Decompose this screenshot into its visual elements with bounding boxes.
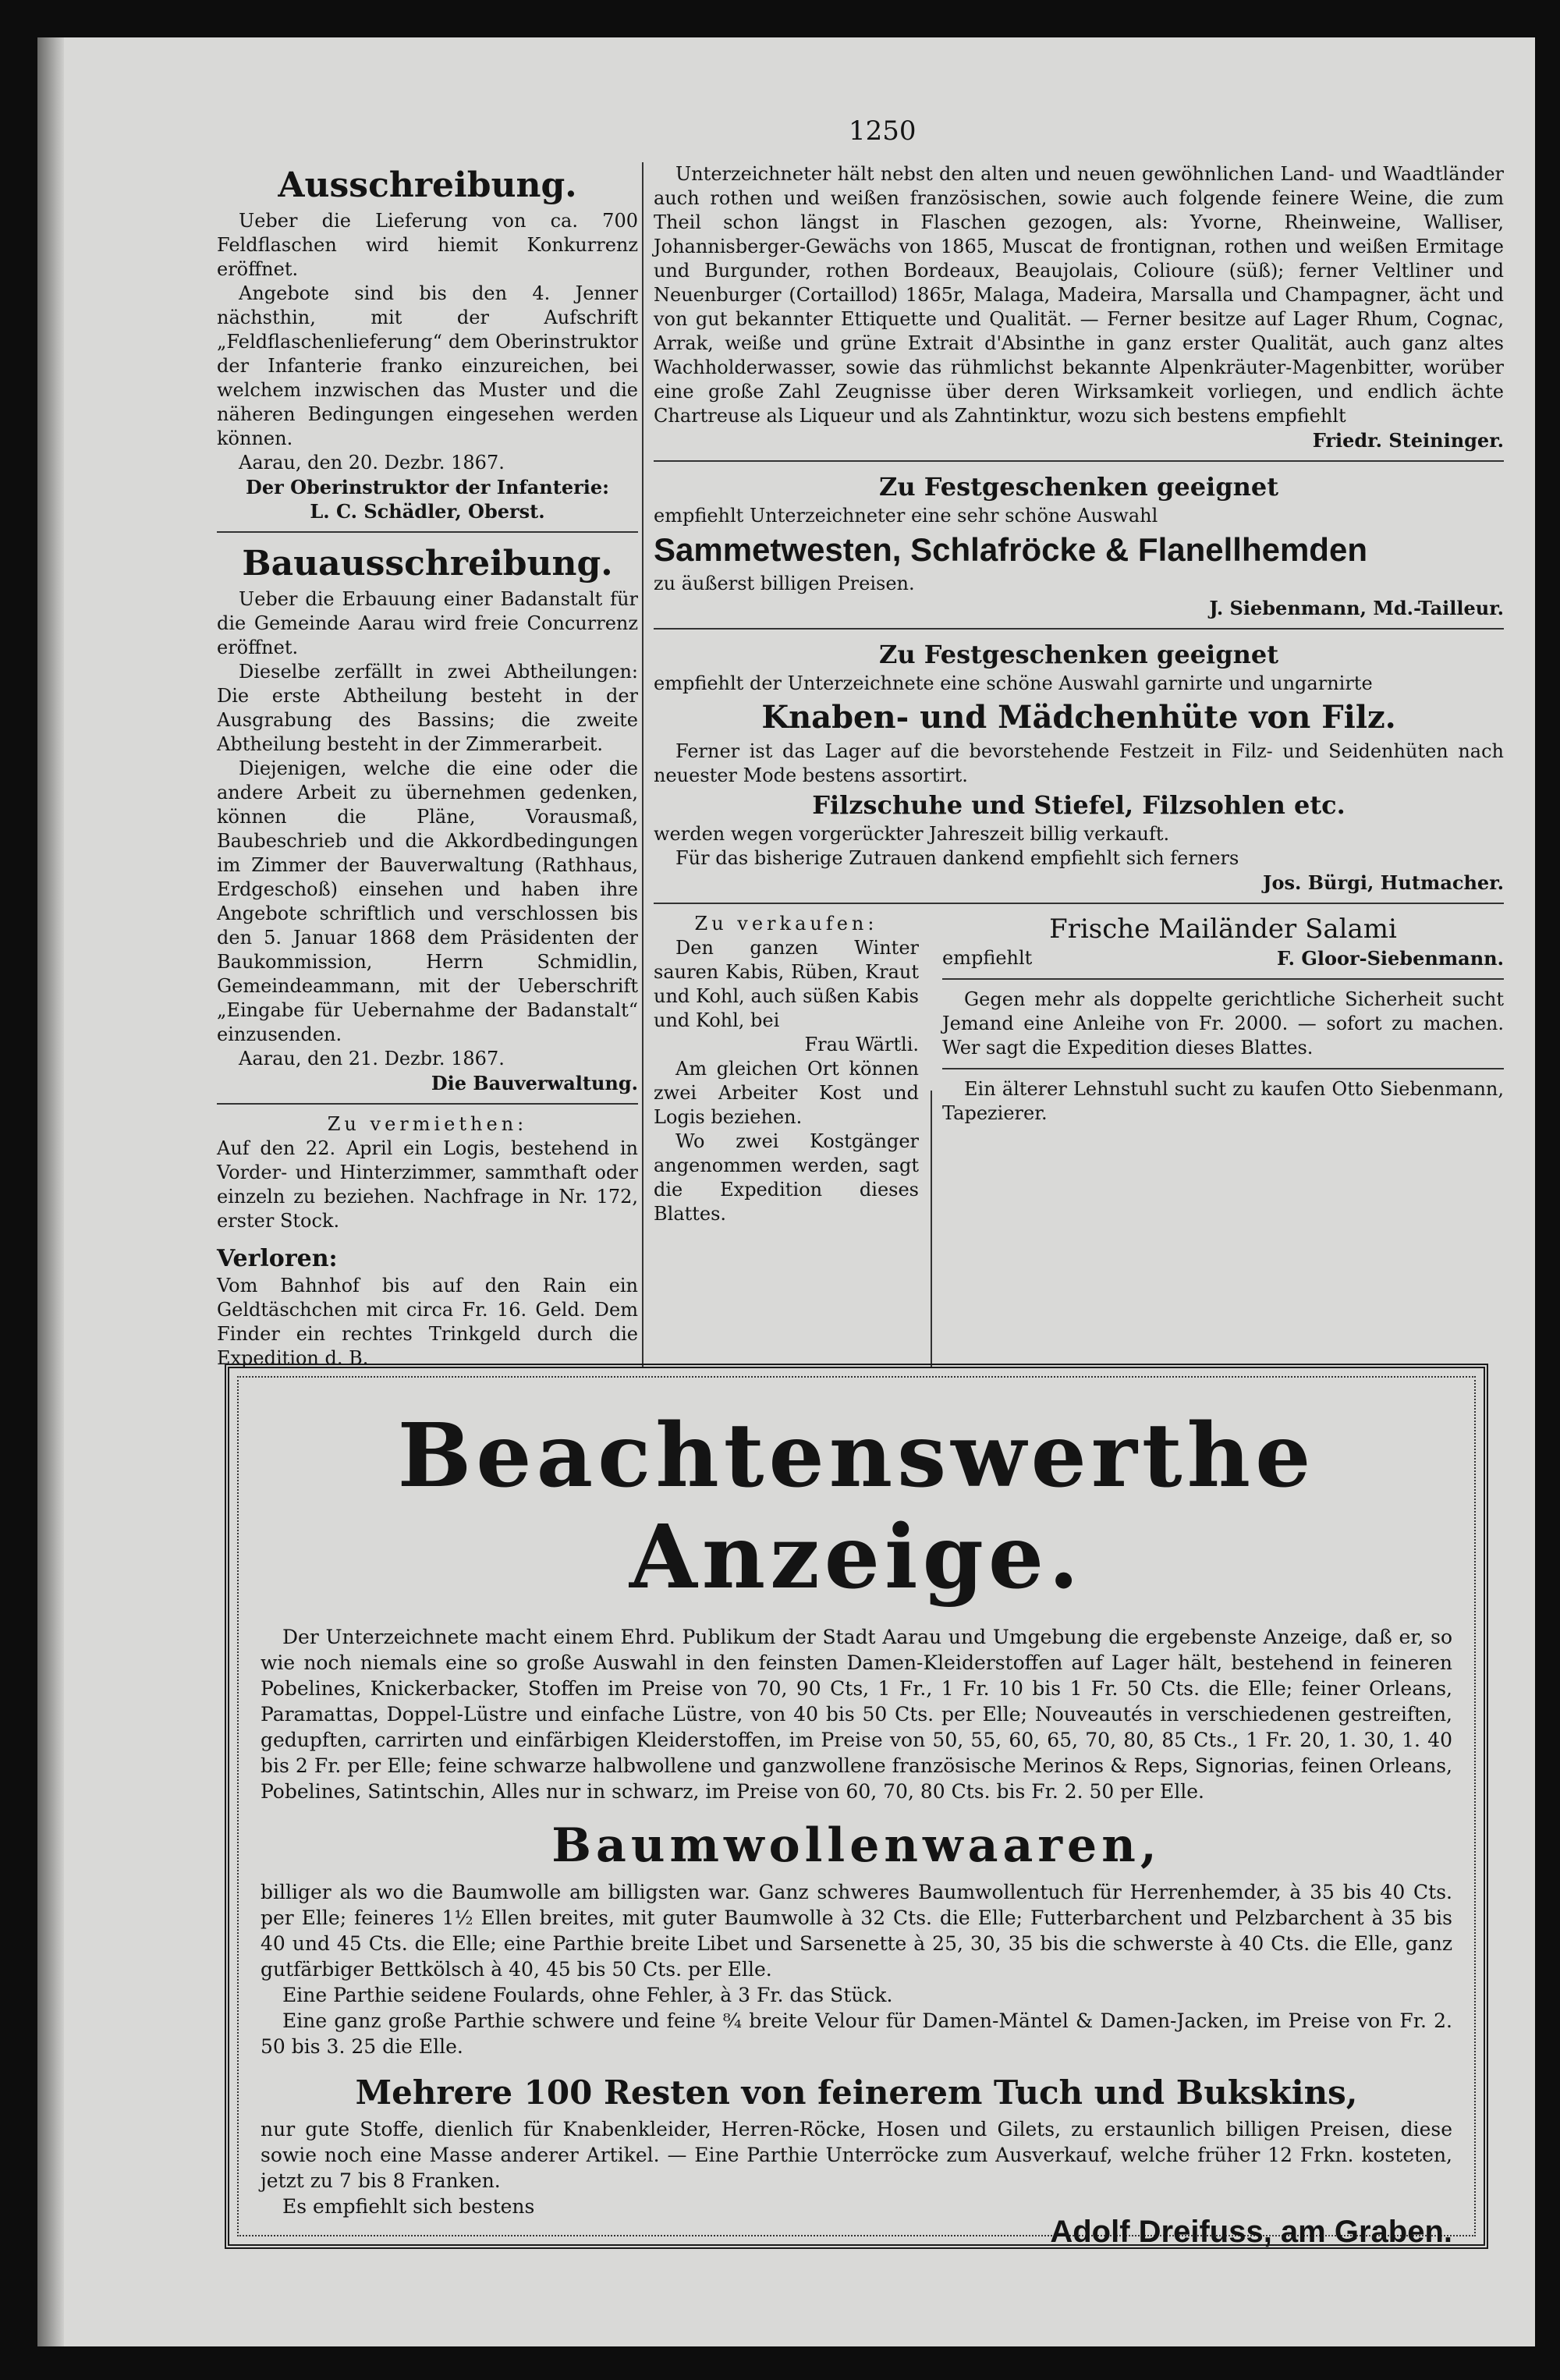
divider	[654, 460, 1504, 462]
divider	[942, 978, 1504, 980]
ad-paragraph: Vom Bahnhof bis auf den Rain ein Geldtäschchen mit circa Fr. 16. Geld. Dem Finder ein rechtes Trinkgeld durch die Expedition d. B.	[217, 1275, 638, 1369]
dreifuss-ad-box	[225, 1364, 1488, 2249]
ad-paragraph: Eine ganz große Parthie schwere und feine ⁸⁄₄ breite Velour für Damen-Mäntel & Damen-Jacken, im Preise von Fr. 2. 50 bis 3. 25 die Elle.	[261, 2009, 1452, 2058]
bottom-right-row	[654, 912, 1504, 1226]
divider	[217, 1103, 638, 1105]
ad-paragraph: Es empfiehlt sich bestens	[282, 2195, 535, 2218]
ad-paragraph: Ferner ist das Lager auf die bevorstehende Festzeit in Filz- und Seidenhüten nach neuester Mode bestens assortirt.	[654, 740, 1504, 786]
ad-title: Bauausschreibung.	[242, 544, 613, 583]
ad-salami	[942, 912, 1504, 1226]
newspaper-page	[37, 37, 1535, 2346]
ad-paragraph: Unterzeichneter hält nebst den alten und neuen gewöhnlichen Land- und Waadtländer auch rothen und weißen französischen, sowie auch folgende feinere Weine, die zum Theil schon längst in Flaschen gezogen, als: Yvorne, Rheinweine, Walliser, Johannisberger-Gewächs von 1865, Muscat de frontignan, rothen und weißen Ermitage und Burgunder, rothen Bordeaux, Beaujolais, Colioure (süß); ferner Veltliner und Neuenburger (Cortaillod) 1865r, Malaga, Madeira, Marsalla und Champagner, ächt und von gut bekannter Ettiquette und Qualität. — Ferner besitze auf Lager Rhum, Cognac, Arrak, weiße und grüne Extrait d'Absinthe in ganz erster Qualität, auch ganz altes Wachholderwasser, sowie das rühmlichst bekannte Alpenkräuter-Magenbitter, worüber eine große Zahl Zeugnisse über deren Wirksamkeit vorliegen, und endlich ächte Chartreuse als Liqueur und als Zahntinktur, wozu sich bestens empfiehlt	[654, 163, 1504, 427]
ad-paragraph: nur gute Stoffe, dienlich für Knabenkleider, Herren-Röcke, Hosen und Gilets, zu erstaunlich billigen Preisen, diese sowie noch eine Masse anderer Artikel. — Eine Parthie Unterröcke zum Ausverkauf, welche früher 12 Frkn. kosteten, jetzt zu 7 bis 8 Franken.	[261, 2118, 1452, 2192]
ad-paragraph: Wo zwei Kostgänger angenommen werden, sagt die Expedition dieses Blattes.	[654, 1130, 919, 1225]
ad-subheadline: Baumwollenwaaren,	[551, 1818, 1161, 1873]
left-column	[217, 162, 638, 1371]
ad-paragraph: Auf den 22. April ein Logis, bestehend in Vorder- und Hinterzimmer, sammthaft oder einzeln zu beziehen. Nachfrage in Nr. 172, erster Stock.	[217, 1137, 638, 1232]
ad-verkaufen	[654, 912, 919, 1226]
ad-paragraph: Für das bisherige Zutrauen dankend empfiehlt sich ferners	[675, 847, 1239, 869]
ad-product: Sammetwesten, Schlafröcke & Flanellhemden	[654, 531, 1367, 568]
ad-festgeschenke-2	[654, 637, 1504, 895]
ad-paragraph: Gegen mehr als doppelte gerichtliche Sicherheit sucht Jemand eine Anleihe von Fr. 2000. — sofort zu machen. Wer sagt die Expedition dieses Blattes.	[942, 988, 1504, 1059]
ad-paragraph: billiger als wo die Baumwolle am billigsten war. Ganz schweres Baumwollentuch für Herrenhemder, à 35 bis 40 Cts. per Elle; feineres 1½ Ellen breites, mit guter Baumwolle à 32 Cts. die Elle; Futterbarchent und Pelzbarchent à 35 bis 40 und 45 Cts. die Elle; eine Parthie breite Libet und Sarsenette à 25, 30, 35 bis die schwerste à 40 Cts. die Elle, ganz gutfärbiger Bettkölsch à 40, 45 bis 50 Cts. per Elle.	[261, 1881, 1452, 1981]
ad-paragraph: Den ganzen Winter sauren Kabis, Rüben, Kraut und Kohl, auch süßen Kabis und Kohl, bei	[654, 937, 919, 1031]
ad-title: Ausschreibung.	[278, 165, 577, 205]
ad-paragraph: Am gleichen Ort können zwei Arbeiter Kost und Logis beziehen.	[654, 1058, 919, 1128]
ad-from: Der Oberinstruktor der Infanterie:	[246, 476, 609, 498]
ad-title: Zu Festgeschenken geeignet	[879, 472, 1278, 502]
ad-headline: Beachtenswerthe Anzeige.	[397, 1405, 1316, 1609]
ad-title: Frische Mailänder Salami	[1049, 913, 1397, 945]
ad-paragraph: empfiehlt der Unterzeichnete eine schöne Auswahl garnirte und ungarnirte	[654, 672, 1373, 694]
page-edge	[37, 37, 64, 2346]
ad-signature: Adolf Dreifuss, am Graben.	[1050, 2215, 1452, 2249]
ad-paragraph: empfiehlt	[942, 947, 1033, 969]
ad-signature: Jos. Bürgi, Hutmacher.	[1263, 871, 1504, 894]
ad-signature: F. Gloor-Siebenmann.	[1277, 947, 1504, 970]
ad-vermiethen	[217, 1112, 638, 1233]
divider	[942, 1068, 1504, 1069]
ad-product: Knaben- und Mädchenhüte von Filz.	[761, 699, 1396, 736]
ad-product: Filzschuhe und Stiefel, Filzsohlen etc.	[812, 790, 1346, 820]
column-rule	[642, 162, 644, 1367]
ad-subheadline: Mehrere 100 Resten von feinerem Tuch und Bukskins,	[355, 2073, 1358, 2112]
ad-paragraph: Angebote sind bis den 4. Jenner nächsthin, mit der Aufschrift „Feldflaschenlieferung“ dem Oberinstruktor der Infanterie franko einzureichen, bei welchem inzwischen das Muster und die näheren Bedingungen eingesehen werden können.	[217, 282, 638, 449]
ad-paragraph: werden wegen vorgerückter Jahreszeit billig verkauft.	[654, 823, 1170, 845]
ad-signature: Die Bauverwaltung.	[431, 1072, 638, 1094]
ad-paragraph: Der Unterzeichnete macht einem Ehrd. Publikum der Stadt Aarau und Umgebung die ergebenste Anzeige, daß er, so wie noch niemals eine so große Auswahl in den feinsten Damen-Kleiderstoffen auf Lager hält, bestehend in feineren Pobelines, Knickerbacker, Stoffen im Preise von 70, 90 Cts, 1 Fr., 1 Fr. 10 bis 1 Fr. 50 Cts. die Elle; feiner Orleans, Paramattas, Doppel-Lüstre und einfache Lüstre, von 40 bis 50 Cts. per Elle; Nouveautés in verschiedenen gestreiften, gedupften, carrirten und einfärbigen Kleiderstoffen, im Preise von 50, 55, 60, 65, 70, 80, 85 Cts., 1 Fr. 20, 1. 30, 1. 40 bis 2 Fr. per Elle; feine schwarze halbwollene und ganzwollene französische Merinos & Reps, Signorias, feinen Orleans, Pobelines, Satintschin, Alles nur in schwarz, im Preise von 60, 70, 80 Cts. bis Fr. 2. 50 per Elle.	[261, 1626, 1452, 1803]
ad-date: Aarau, den 21. Dezbr. 1867.	[239, 1048, 505, 1069]
divider	[217, 531, 638, 533]
ad-paragraph: empfiehlt Unterzeichneter eine sehr schöne Auswahl	[654, 505, 1158, 527]
ad-paragraph: zu äußerst billigen Preisen.	[654, 573, 915, 594]
right-column	[654, 162, 1504, 1226]
ad-title: Zu verkaufen:	[694, 913, 878, 935]
ad-paragraph: Diejenigen, welche die eine oder die andere Arbeit zu übernehmen gedenken, können die Pläne, Vorausmaß, Baubeschrieb und die Akkordbedingungen im Zimmer der Bauverwaltung (Rathhaus, Erdgeschoß) einsehen und haben ihre Angebote schriftlich und verschlossen bis den 5. Januar 1868 dem Präsidenten der Baukommission, Herrn Schmidlin, Gemeindeammann, mit der Ueberschrift „Eingabe für Uebernahme der Badanstalt“ einzusenden.	[217, 757, 638, 1045]
ad-paragraph: Ueber die Erbauung einer Badanstalt für die Gemeinde Aarau wird freie Concurrenz eröffnet.	[217, 588, 638, 658]
ad-name: Frau Wärtli.	[804, 1034, 919, 1055]
ad-signature: L. C. Schädler, Oberst.	[310, 500, 545, 523]
ad-title: Zu Festgeschenken geeignet	[879, 640, 1278, 669]
ad-paragraph: Dieselbe zerfällt in zwei Abtheilungen: Die erste Abtheilung besteht in der Ausgrabung des Bassins; die zweite Abtheilung besteht in der Zimmerarbeit.	[217, 661, 638, 755]
ad-title: Zu vermiethen:	[327, 1113, 528, 1135]
page-number: 1250	[849, 115, 916, 147]
ad-signature: J. Siebenmann, Md.-Tailleur.	[1209, 597, 1504, 619]
ad-paragraph: Ueber die Lieferung von ca. 700 Feldflaschen wird hiemit Konkurrenz eröffnet.	[217, 210, 638, 280]
ad-festgeschenke-1	[654, 470, 1504, 620]
ad-date: Aarau, den 20. Dezbr. 1867.	[239, 452, 505, 474]
divider	[654, 903, 1504, 904]
divider	[654, 628, 1504, 630]
ad-bauausschreibung	[217, 541, 638, 1095]
ad-title: Verloren:	[217, 1245, 338, 1272]
ad-paragraph: Ein älterer Lehnstuhl sucht zu kaufen Otto Siebenmann, Tapezierer.	[942, 1078, 1504, 1124]
ad-ausschreibung	[217, 162, 638, 523]
ad-paragraph: Eine Parthie seidene Foulards, ohne Fehler, à 3 Fr. das Stück.	[282, 1984, 893, 2006]
ad-verloren	[217, 1244, 638, 1371]
ad-weine	[654, 162, 1504, 452]
ad-signature: Friedr. Steininger.	[1312, 429, 1504, 452]
